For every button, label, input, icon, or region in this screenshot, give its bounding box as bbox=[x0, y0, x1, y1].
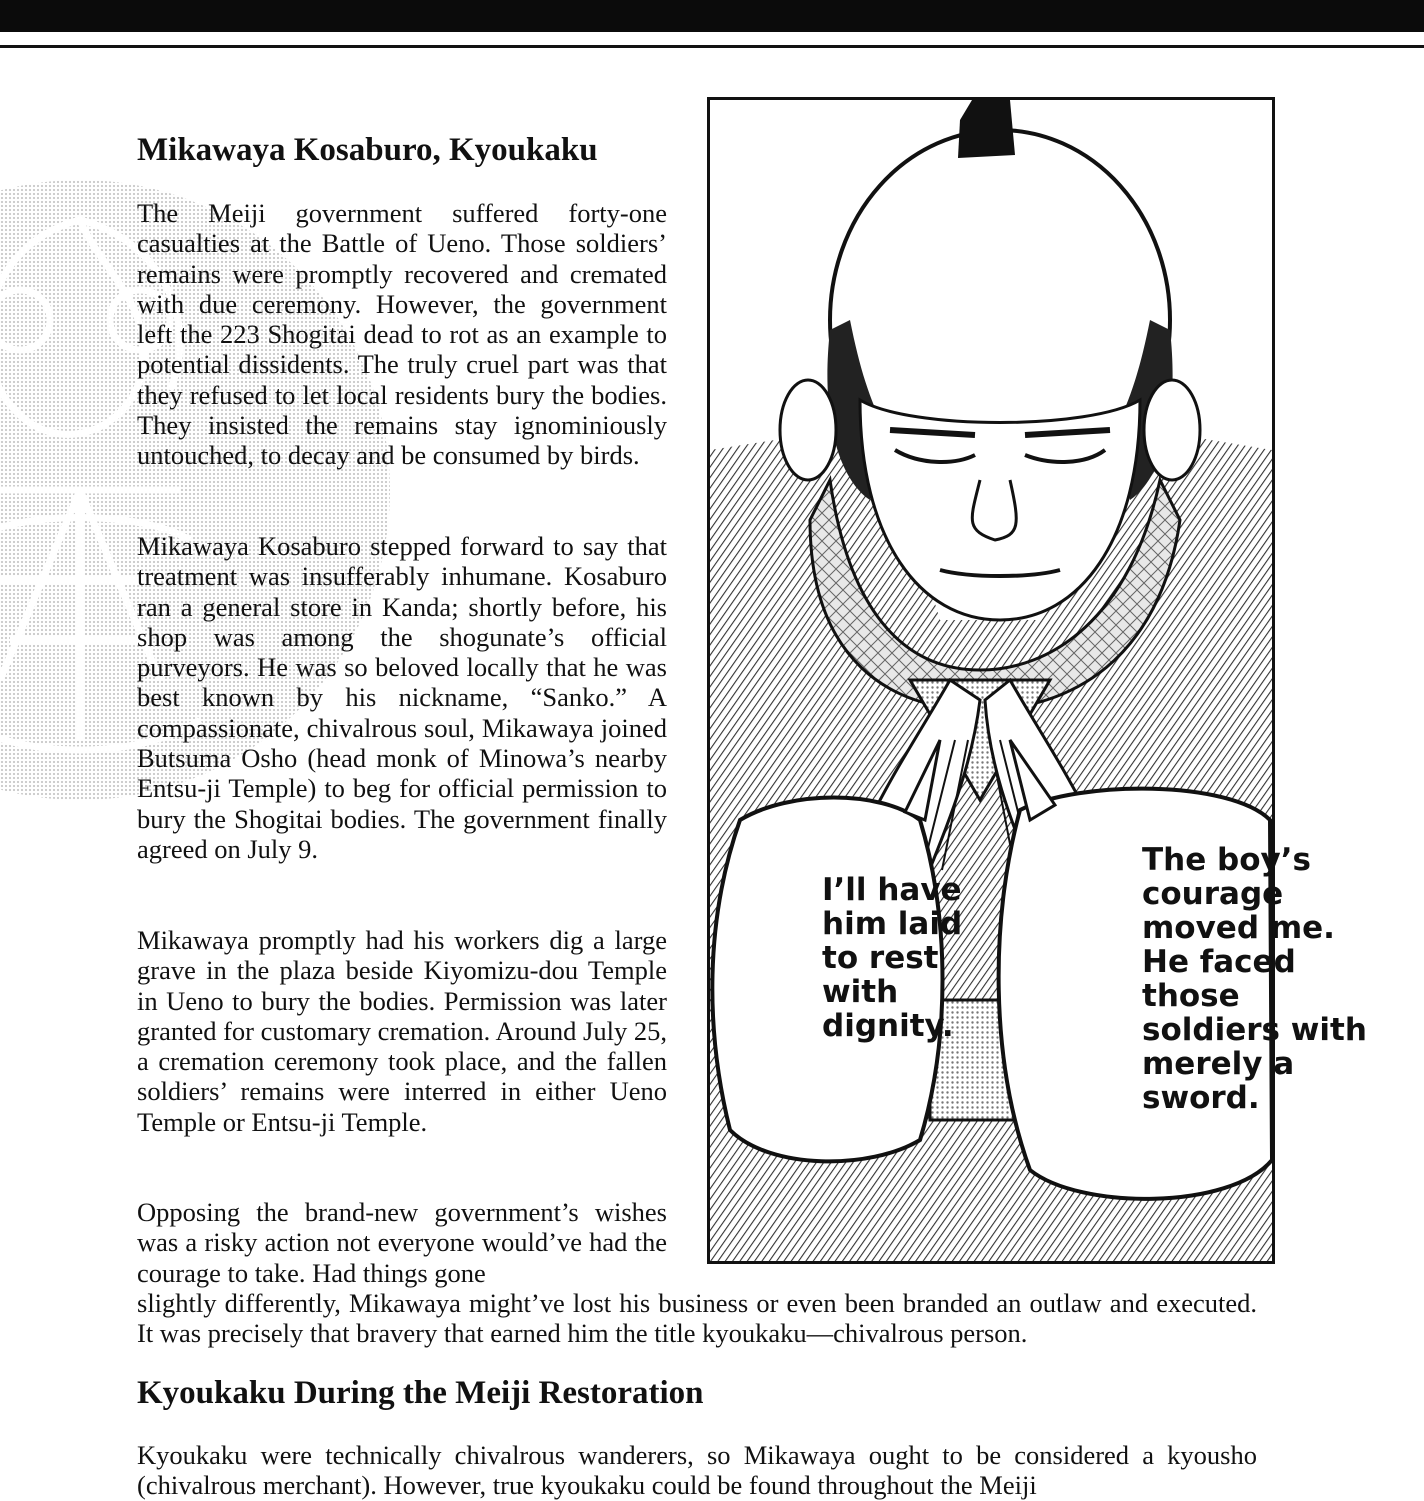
top-black-bar bbox=[0, 0, 1424, 32]
bubble-right-line: those bbox=[1142, 978, 1240, 1014]
paragraph-4-continued: slightly differently, Mikawaya might’ve lost his business or even been branded an outlaw and executed. It was precisely that bravery that earned him the title kyoukaku—chivalrous person. bbox=[137, 1288, 1257, 1349]
paragraph-4: Opposing the brand-new government’s wishes was a risky action not everyone would’ve had the courage to take. Had things gone bbox=[137, 1197, 667, 1288]
section-title-kyoukaku: Kyoukaku During the Meiji Restoration bbox=[137, 1375, 704, 1411]
bubble-right-line: merely a bbox=[1142, 1046, 1295, 1082]
bubble-right-text bbox=[1142, 842, 1378, 1116]
top-rule bbox=[0, 45, 1424, 48]
bubble-right-line: soldiers with bbox=[1142, 1012, 1367, 1048]
bubble-right-line: The boy’s bbox=[1142, 842, 1311, 878]
manga-panel bbox=[707, 97, 1367, 1264]
bubble-left-line: with bbox=[822, 974, 899, 1010]
monk-illustration bbox=[710, 100, 1367, 1261]
bubble-left-line: him laid bbox=[822, 906, 963, 942]
bubble-left-line: dignity. bbox=[822, 1008, 954, 1044]
bubble-left-line: to rest bbox=[822, 940, 939, 976]
paragraph-2: Mikawaya Kosaburo stepped forward to say that treatment was insufferably inhumane. Kosaburo ran a general store in Kanda; shortly before, his shop was among the shogunate’s official purveyors. He was so beloved locally that he was best known by his nickname, “Sanko.” A compassionate, chivalrous soul, Mikawaya joined Butsuma Osho (head monk of Minowa’s nearby Entsu-ji Temple) to beg for official permission to bury the Shogitai bodies. The government finally agreed on July 9. bbox=[137, 531, 667, 864]
bubble-right-line: courage bbox=[1142, 876, 1284, 912]
section-title-mikawaya: Mikawaya Kosaburo, Kyoukaku bbox=[137, 132, 598, 168]
paragraph-1: The Meiji government suffered forty-one casualties at the Battle of Ueno. Those soldiers’ remains were promptly recovered and cremated with due ceremony. However, the government left the 223 Shogitai dead to rot as an example to potential dissidents. The truly cruel part was that they refused to let local residents bury the bodies. They insisted the remains stay ignominiously untouched, to decay and be consumed by birds. bbox=[137, 198, 667, 471]
bubble-right-line: moved me. bbox=[1142, 910, 1335, 946]
bubble-right-line: He faced bbox=[1142, 944, 1296, 980]
bubble-left-line: I’ll have bbox=[822, 872, 962, 908]
bubble-right-line: sword. bbox=[1142, 1080, 1260, 1116]
paragraph-5: Kyoukaku were technically chivalrous wanderers, so Mikawaya ought to be considered a kyousho (chivalrous merchant). However, true kyoukaku could be found throughout the Meiji bbox=[137, 1440, 1257, 1501]
paragraph-3: Mikawaya promptly had his workers dig a large grave in the plaza beside Kiyomizu-dou Temple in Ueno to bury the bodies. Permission was later granted for customary cremation. Around July 25, a cremation ceremony took place, and the fallen soldiers’ remains were interred in either Ueno Temple or Entsu-ji Temple. bbox=[137, 925, 667, 1137]
